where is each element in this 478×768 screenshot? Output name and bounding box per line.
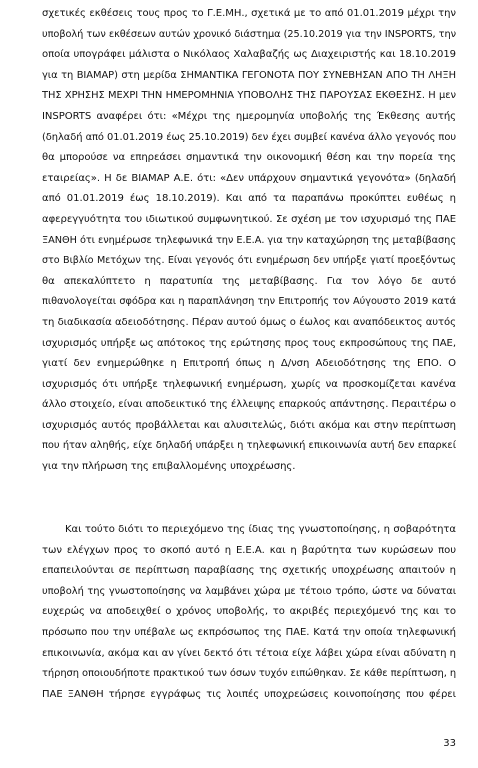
- text-line: (δηλαδή από 01.01.2019 έως 25.10.2019) δεν έχει συμβεί κανένα άλλο γεγονός που: [42, 131, 456, 143]
- text-line: θα απεκαλύπτετο η παρατυπία της μεταβίβασης. Για τον λόγο δε αυτό: [42, 275, 456, 287]
- text-line: ευχερώς να αποδειχθεί ο χρόνος υποβολής, το ακριβές περιεχόμενό της και το: [42, 606, 456, 618]
- text-line: ΤΗΣ ΧΡΗΣΗΣ ΜΕΧΡΙ ΤΗΝ ΗΜΕΡΟΜΗΝΙΑ ΥΠΟΒΟΛΗΣ ΤΗΣ ΠΑΡΟΥΣΑΣ ΕΚΘΕΣΗΣ. Η μεν: [42, 90, 456, 102]
- text-line: πιθανολογείται σφόδρα και η παραπλάνηση την Επιτροπής τον Αύγουστο 2019 κατά: [42, 296, 456, 308]
- text-line: από 01.01.2019 έως 18.10.2019). Και από τα παραπάνω προκύπτει ευθέως η: [42, 193, 456, 205]
- text-line: υποβολή της γνωστοποίησης να λαμβάνει χώρα με τέτοιο τρόπο, ώστε να δύναται: [42, 585, 456, 597]
- text-line: οποία υπογράφει μάλιστα ο Νικόλαος Χαλαβαζής ως Διαχειριστής και 18.10.2019: [42, 49, 456, 61]
- text-line: που ήταν αληθής, είχε δηλαδή υπάρξει η τηλεφωνική επικοινωνία αυτή δεν επαρκεί: [42, 440, 456, 452]
- text-line: ισχυρισμός υπήρξε ως απότοκος της ερώτησης προς τους εκπροσώπους της ΠΑΕ,: [42, 337, 456, 349]
- text-line: γιατί δεν ενημερώθηκε η Επιτροπή όπως η Δ/νση Αδειοδότησης της ΕΠΟ. Ο: [42, 358, 456, 370]
- text-line: υποβολή των εκθέσεων αυτών χρονικό διάστημα (25.10.2019 για την INSPORTS, την: [42, 28, 456, 40]
- text-line: επαπειλούνται σε περίπτωση παραβίασης της σχετικής υποχρέωσης απαιτούν η: [42, 565, 456, 577]
- text-line: Και τούτο διότι το περιεχόμενο της ίδιας της γνωστοποίησης, η σοβαρότητα: [65, 524, 456, 535]
- text-line: INSPORTS αναφέρει ότι: «Μέχρι της ημερομηνία υποβολής της Έκθεσης αυτής: [42, 110, 456, 122]
- text-line: ΞΑΝΘΗ ότι ενημέρωσε τηλεφωνικά την Ε.Ε.Α. για την καταχώρηση της μεταβίβασης: [42, 234, 456, 246]
- text-line: για την πλήρωση της επιβαλλομένης υποχρέωσης.: [42, 461, 296, 473]
- text-line: των ελέγχων προς το σκοπό αυτό η Ε.Ε.Α. και η βαρύτητα των κυρώσεων που: [42, 544, 456, 556]
- text-line: άλλο στοιχείο, είναι αποδεικτικό της έλλειψης επαρκούς απάντησης. Περαιτέρω ο: [42, 399, 456, 411]
- text-line: θα μπορούσε να επηρεάσει σημαντικά την οικονομική θέση και την πορεία της: [42, 152, 456, 164]
- text-line: ισχυρισμός αυτός προβάλλεται και αλυσιτελώς, διότι ακόμα και στην περίπτωση: [42, 419, 456, 431]
- text-line: επικοινωνία, ακόμα και αν γίνει δεκτό ότι τέτοια είχε λάβει χώρα είναι αδύνατη η: [42, 647, 456, 659]
- text-line: τη διαδικασία αδειοδότησης. Πέραν αυτού όμως ο έωλος και αναπόδεικτος αυτός: [42, 316, 456, 328]
- text-line: αφερεγγυότητα του ιδιωτικού συμφωνητικού. Σε σχέση με τον ισχυρισμό της ΠΑΕ: [42, 213, 456, 225]
- text-line: ΠΑΕ ΞΑΝΘΗ τήρησε εγγράφως τις λοιπές υποχρεώσεις κοινοποίησης που φέρει: [42, 688, 456, 700]
- paragraph-1: [42, 4, 456, 478]
- page-number: 33: [443, 738, 456, 749]
- text-line: πρόσωπο που την υπέβαλε ως εκπρόσωπος της ΠΑΕ. Κατά την οποία τηλεφωνική: [42, 626, 456, 638]
- text-line: τήρηση οποιουδήποτε πρακτικού των όσων τυχόν ειπώθηκαν. Σε κάθε περίπτωση, η: [42, 668, 456, 680]
- text-line: στο Βιβλίο Μετόχων της. Είναι γεγονός ότι ενημέρωση δεν υπήρξε γιατί προεξόντως: [42, 255, 456, 267]
- text-line: εταιρείας». Η δε ΒΙΑΜΑΡ Α.Ε. ότι: «Δεν υπάρχουν σημαντικά γεγονότα» (δηλαδή: [42, 172, 456, 184]
- text-line: για τη ΒΙΑΜΑΡ) στη μερίδα ΣΗΜΑΝΤΙΚΑ ΓΕΓΟΝΟΤΑ ΠΟΥ ΣΥΝΕΒΗΣΑΝ ΑΠΟ ΤΗ ΛΗΞΗ: [42, 69, 456, 81]
- text-line: σχετικές εκθέσεις τους προς το Γ.Ε.ΜΗ., σχετικά με το από 01.01.2019 μέχρι την: [42, 8, 456, 19]
- paragraph-2: [42, 520, 456, 705]
- text-line: ισχυρισμός ότι υπήρξε τηλεφωνική ενημέρωση, χωρίς να προσκομίζεται κανένα: [42, 378, 456, 390]
